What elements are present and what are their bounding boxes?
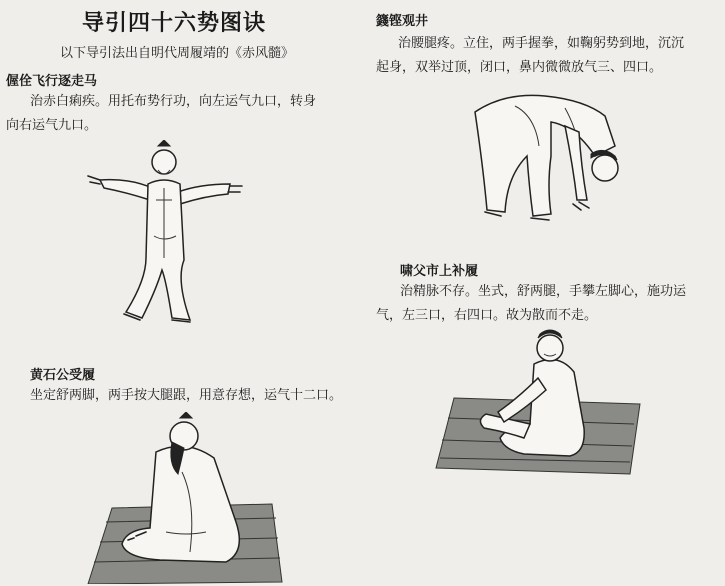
page-title: 导引四十六势图诀 <box>82 11 267 36</box>
exercise-4-text-line-2: 气，左三口，右四口。故为散而不走。 <box>376 308 598 323</box>
exercise-3-heading: 籛铿观井 <box>376 14 429 29</box>
page-subtitle: 以下导引法出自明代周履靖的《赤风髓》 <box>60 46 295 61</box>
exercise-2-text-line-1: 坐定舒两脚，两手按大腿跟，用意存想，运气十二口。 <box>30 388 343 403</box>
exercise-3-text-line-2: 起身，双举过顶，闭口，鼻内微微放气三、四口。 <box>376 60 663 75</box>
seated-bearded-figure-illustration <box>86 412 286 584</box>
seated-foot-holding-figure-illustration <box>434 328 646 476</box>
exercise-1-text-line-2: 向右运气九口。 <box>6 118 98 133</box>
exercise-1-text-line-1: 治赤白痢疾。用托布势行功，向左运气九口，转身 <box>30 94 317 109</box>
exercise-3-text-line-1: 治腰腿疼。立住，两手握拳，如鞠躬势到地，沉沉 <box>398 36 685 51</box>
exercise-4-text-line-1: 治精脉不存。坐式，舒两腿，手攀左脚心，施功运 <box>400 284 687 299</box>
standing-figure-illustration <box>80 140 255 340</box>
exercise-4-heading: 啸父市上补履 <box>400 264 479 279</box>
exercise-2-heading: 黄石公受履 <box>30 368 96 383</box>
bending-figure-illustration <box>455 86 635 228</box>
exercise-1-heading: 偓佺飞行逐走马 <box>6 74 98 89</box>
